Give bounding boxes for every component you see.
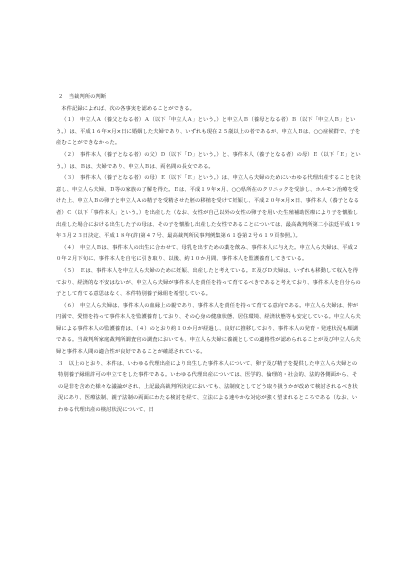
intro-paragraph: 本件記録によれば、次の各事実を認めることができる。 <box>61 105 195 112</box>
fact-paragraph-1: （１） 申立人Ａ（養父となる者）Ａ（以下「申立人Ａ」という。）と申立人Ｂ（養母となる者）Ｂ（以下「申立人Ｂ」という。）は、平成１６年×月×日に婚姻した夫婦であり、いずれも現在２５歳以上の者であるが、申立人Ｂは、○○症候群で、子を産むことができなかった。 <box>56 117 361 147</box>
fact-paragraph-6: （６） 申立人ら夫婦は、事件本人の血縁上の親であり、事件本人を責任を持って育てる意向である。申立人ら夫婦は、仲が円満で、愛情を持って事件本人を監護養育しており、その心身の健康状態、居住環境、経済状態等も安定している。申立人ら夫婦による事件本人の監護養育は、（４）のとおり約１０か月が経過し、良好に推移しており、事件本人の発育・発達状況も順調である。当裁判所家庭裁判所調査官の調査においても、申立人ら夫婦に養親としての適格性が認められることが及び申立人ら夫婦と事件本人間の適合性が良好であることが確認されている。 <box>56 302 361 356</box>
conclusion-paragraph: ３ 以上のとおり、本件は、いわゆる代理出産により出生した事件本人について、卵子及び精子を提供した申立人ら夫婦との特別養子縁組許可の申立てをした事件である。いわゆる代理出産については、医学的、倫理的・社会的、法的各側面から、その是非を含めた様々な議論がされ、上記最高裁判所決定においても、法制度としてどう取り扱うかが改めて検討されるべき状況にあり、医療法制、親子法制の両面にわたる検討を経て、立法による速やかな対応が強く望まれるところである（なお、いわゆる代理出産の検討状況について、日 <box>58 360 358 414</box>
fact-paragraph-3: （３） 事件本人（養子となる者）の母）Ｅ（以下「Ｅ」という。）は、申立人ら夫婦のためにいわゆる代理出産することを決意し、申立人ら夫婦、Ｄ等の家族の了解を得た。Ｅは、平成１９年×月、○○県所在のクリニックを受診し、ホルモン治療を受けた上、申立人Ｂの卵子と申立人Ａの精子を受精させた胚の移植を受けて妊娠し、平成２０年×月×日、事件本人（養子となる者）Ｃ（以下「事件本人」という。）を出産した（なお、女性が自己以外の女性の卵子を用いた生殖補助医療により子を懐胎し出産した場合における出生した子の母は、その子を懐胎し出産した女性であることについては、最高裁判所第二小法廷平成１９年３月２３日決定、平成１８年(許)第４７号、最高裁判所民事判例集第６１巻第２号６１９頁参照。）。 <box>56 175 361 240</box>
fact-paragraph-2: （２） 事件本人（養子となる者）の父）Ｄ（以下「Ｄ」という。）と、事件本人（養子となる者）の母）Ｅ（以下「Ｅ」という。）は、Ｂは、夫婦であり、申立人Ｂは、両名間の長女である。 <box>56 151 361 170</box>
document-body <box>56 92 362 417</box>
section-heading: ２ 当裁判所の判断 <box>58 94 107 100</box>
fact-paragraph-5: （５） Ｅは、事件本人を申立人ら夫婦のために妊娠、出産したと考えている。Ｅ及びＤ夫婦は、いずれも移動して収入を得ており、経済的な不安はないが、申立人ら夫婦が事件本人を責任を持って育てるべきであると考えており、事件本人を自分らの子として育てる意思はなく、本件特別養子縁組を希望している。 <box>56 267 361 298</box>
fact-paragraph-4: （４） 申立人Ｂは、事件本人の出生に合わせて、母乳を出すための薬を飲み、事件本人に与えた。申立人ら夫婦は、平成２０年２月下旬に、事件本人を自宅に引き取り、以後、約１０か月間、事件本人を監護養育してきている。 <box>56 244 359 263</box>
